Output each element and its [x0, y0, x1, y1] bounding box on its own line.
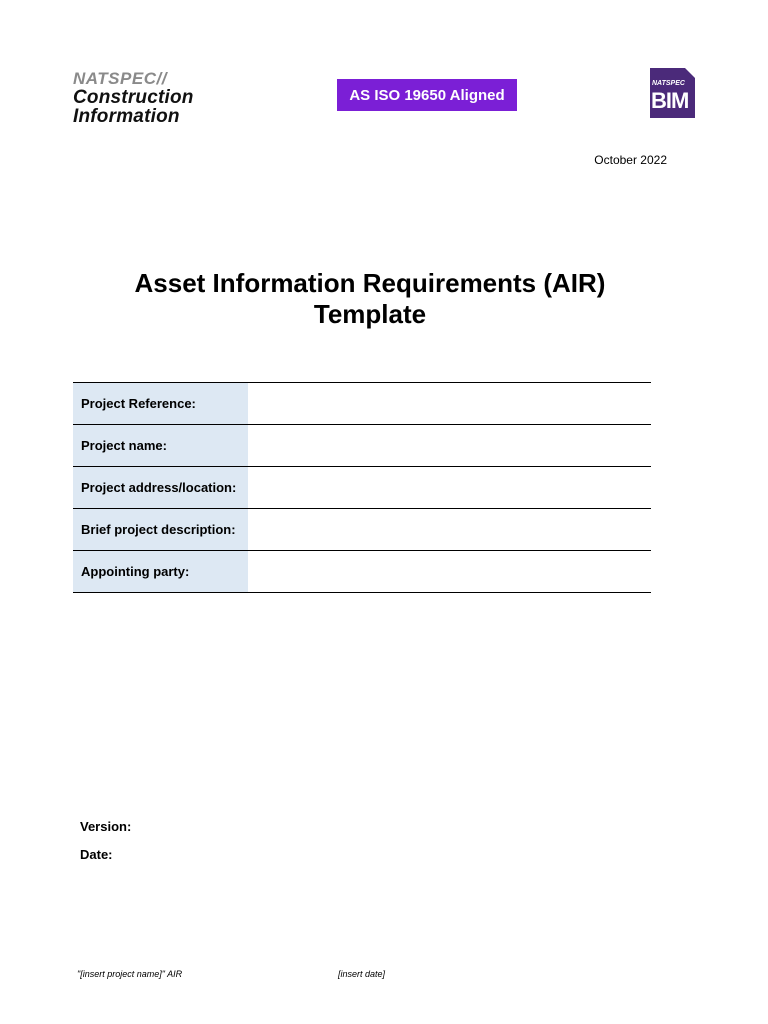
title-line-2: Template	[313, 299, 427, 329]
row-label: Brief project description:	[73, 509, 248, 550]
table-row	[73, 551, 651, 593]
iso-aligned-badge: AS ISO 19650 Aligned	[337, 79, 517, 111]
project-description-field[interactable]	[248, 509, 651, 550]
row-label: Project Reference:	[73, 383, 248, 424]
table-row	[73, 425, 651, 467]
row-label: Project name:	[73, 425, 248, 466]
row-label: Appointing party:	[73, 551, 248, 592]
logo-line-natspec: NATSPEC//	[73, 69, 167, 88]
logo-line-construction: Construction	[73, 87, 194, 108]
table-row	[73, 383, 651, 425]
document-date: October 2022	[594, 153, 667, 167]
bim-logo-big-text: BIM	[651, 88, 689, 113]
table-row	[73, 467, 651, 509]
natspec-bim-logo	[650, 68, 695, 118]
version-label: Version:	[80, 819, 132, 834]
natspec-logo	[73, 70, 243, 126]
logo-line-information: Information	[73, 106, 180, 127]
project-info-table	[73, 382, 651, 593]
project-name-field[interactable]	[248, 425, 651, 466]
bim-logo-small-text: NATSPEC	[652, 80, 685, 87]
row-label: Project address/location:	[73, 467, 248, 508]
footer-date: [insert date]	[338, 969, 386, 979]
date-label: Date:	[80, 847, 113, 862]
page-title	[0, 268, 740, 330]
footer-project-name: "[insert project name]" AIR	[77, 969, 183, 979]
bim-logo-corner	[685, 68, 695, 78]
title-line-1: Asset Information Requirements (AIR)	[134, 268, 606, 298]
project-address-field[interactable]	[248, 467, 651, 508]
project-reference-field[interactable]	[248, 383, 651, 424]
appointing-party-field[interactable]	[248, 551, 651, 592]
table-row	[73, 509, 651, 551]
